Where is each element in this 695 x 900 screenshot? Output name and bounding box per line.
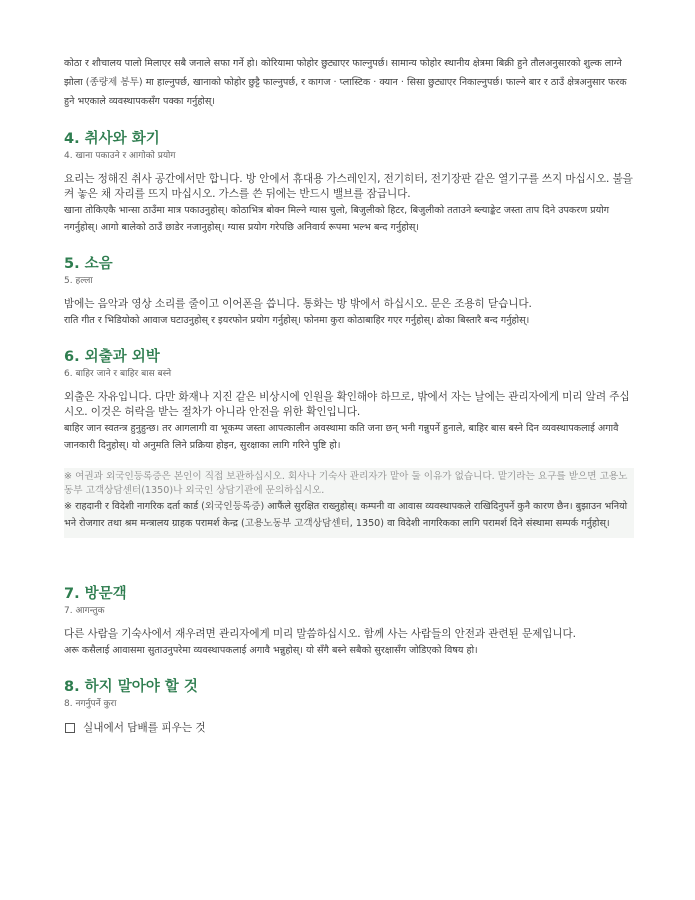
paragraph-korean: 다른 사람을 기숙사에서 재우려면 관리자에게 미리 말씀하십시오. 함께 사는 사람들의 안전과 관련된 문제입니다. — [64, 628, 576, 640]
section-subtitle: 5. हल्ला — [64, 276, 93, 286]
section-going-out — [64, 347, 634, 538]
paragraph-nepali: अरू कसैलाई आवासमा सुताउनुपरेमा व्यवस्थापकलाई अगावै भन्नुहोस्। यो सँगै बस्ने सबैको सुरक्षासँग जोडिएको विषय हो। — [64, 645, 478, 656]
document-content — [64, 52, 634, 736]
section-title: 6. 외출과 외박 — [64, 349, 160, 365]
intro-paragraph: कोठा र शौचालय पालो मिलाएर सबै जनाले सफा गर्ने हो। कोरियामा फोहोर छुट्याएर फाल्नुपर्छ। सामान्य फोहोर स्थानीय क्षेत्रमा बिक्री हुने तौलअनुसारको शुल्क लाग्ने झोला (종량제 봉투) मा हाल्नुपर्छ, खानाको फोहोर छुट्टै फाल्नुपर्छ, र कागज · प्लास्टिक · क्यान · सिसा छुट्याएर निकाल्नुपर्छ। फाल्ने बार र ठाउँ क्षेत्रअनुसार फरक हुने भएकाले व्यवस्थापकसँग पक्का गर्नुहोस्। — [64, 58, 627, 107]
paragraph-korean: 밤에는 음악과 영상 소리를 줄이고 이어폰을 씁니다. 통화는 방 밖에서 하십시오. 문은 조용히 닫습니다. — [64, 298, 532, 310]
passport-note-box — [64, 468, 634, 538]
note-korean: ※ 여권과 외국인등록증은 본인이 직접 보관하십시오. 회사나 기숙사 관리자가 맡아 둘 이유가 없습니다. 맡기라는 요구를 받으면 고용노동부 고객상담센터(1350)나 외국인 상담기관에 문의하십시오. — [64, 471, 628, 496]
paragraph-nepali: राति गीत र भिडियोको आवाज घटाउनुहोस् र इयरफोन प्रयोग गर्नुहोस्। फोनमा कुरा कोठाबाहिर गएर गर्नुहोस्। ढोका बिस्तारै बन्द गर्नुहोस्। — [64, 315, 530, 326]
paragraph-nepali: खाना तोकिएकै भान्सा ठाउँमा मात्र पकाउनुहोस्। कोठाभित्र बोक्न मिल्ने ग्यास चुलो, बिजुलीको हिटर, बिजुलीको तताउने ब्ल्याङ्केट जस्ता ताप दिने उपकरण प्रयोग नगर्नुहोस्। आगो बालेको ठाउँ छाडेर नजानुहोस्। ग्यास प्रयोग गरेपछि अनिवार्य रूपमा भल्भ बन्द गर्नुहोस्। — [64, 205, 610, 233]
section-cooking — [64, 129, 634, 236]
section-title: 7. 방문객 — [64, 586, 127, 602]
section-title: 4. 취사와 화기 — [64, 131, 160, 147]
section-noise — [64, 254, 634, 329]
section-prohibited — [64, 677, 634, 736]
section-subtitle: 6. बाहिर जाने र बाहिर बास बस्ने — [64, 369, 172, 379]
checklist-item[interactable] — [64, 720, 634, 736]
section-subtitle: 4. खाना पकाउने र आगोको प्रयोग — [64, 151, 176, 161]
paragraph-nepali: बाहिर जान स्वतन्त्र हुनुहुन्छ। तर आगलागी वा भूकम्प जस्ता आपत्कालीन अवस्थामा कति जना छन् भनी गन्नुपर्ने हुनाले, बाहिर बास बस्ने दिन व्यवस्थापकलाई अगावै जानकारी दिनुहोस्। यो अनुमति लिने प्रक्रिया होइन, सुरक्षाका लागि गरिने पुष्टि हो। — [64, 423, 619, 451]
paragraph-korean: 외출은 자유입니다. 다만 화재나 지진 같은 비상시에 인원을 확인해야 하므로, 밖에서 자는 날에는 관리자에게 미리 알려 주십시오. 이것은 허락을 받는 절차가 아니라 안전을 위한 확인입니다. — [64, 391, 630, 418]
section-title: 5. 소음 — [64, 256, 113, 272]
checkbox-icon[interactable] — [65, 723, 75, 733]
section-visitors — [64, 584, 634, 659]
section-subtitle: 8. नगर्नुपर्ने कुरा — [64, 699, 117, 709]
paragraph-korean: 요리는 정해진 취사 공간에서만 합니다. 방 안에서 휴대용 가스레인지, 전기히터, 전기장판 같은 열기구를 쓰지 마십시오. 불을 켜 놓은 채 자리를 뜨지 마십시오. 가스를 쓴 뒤에는 반드시 밸브를 잠급니다. — [64, 173, 633, 200]
section-title: 8. 하지 말아야 할 것 — [64, 679, 198, 695]
section-subtitle: 7. आगन्तुक — [64, 606, 105, 616]
note-nepali: ※ राहदानी र विदेशी नागरिक दर्ता कार्ड (외국인등록증) आफैंले सुरक्षित राख्नुहोस्। कम्पनी वा आवास व्यवस्थापकले राखिदिनुपर्ने कुनै कारण छैन। बुझाउन भनियो भने रोजगार तथा श्रम मन्त्रालय ग्राहक परामर्श केन्द्र (고용노동부 고객상담센터, 1350) वा विदेशी नागरिकका लागि परामर्श दिने संस्थामा सम्पर्क गर्नुहोस्। — [64, 501, 628, 529]
checklist-item-label: 실내에서 담배를 피우는 것 — [83, 722, 206, 734]
